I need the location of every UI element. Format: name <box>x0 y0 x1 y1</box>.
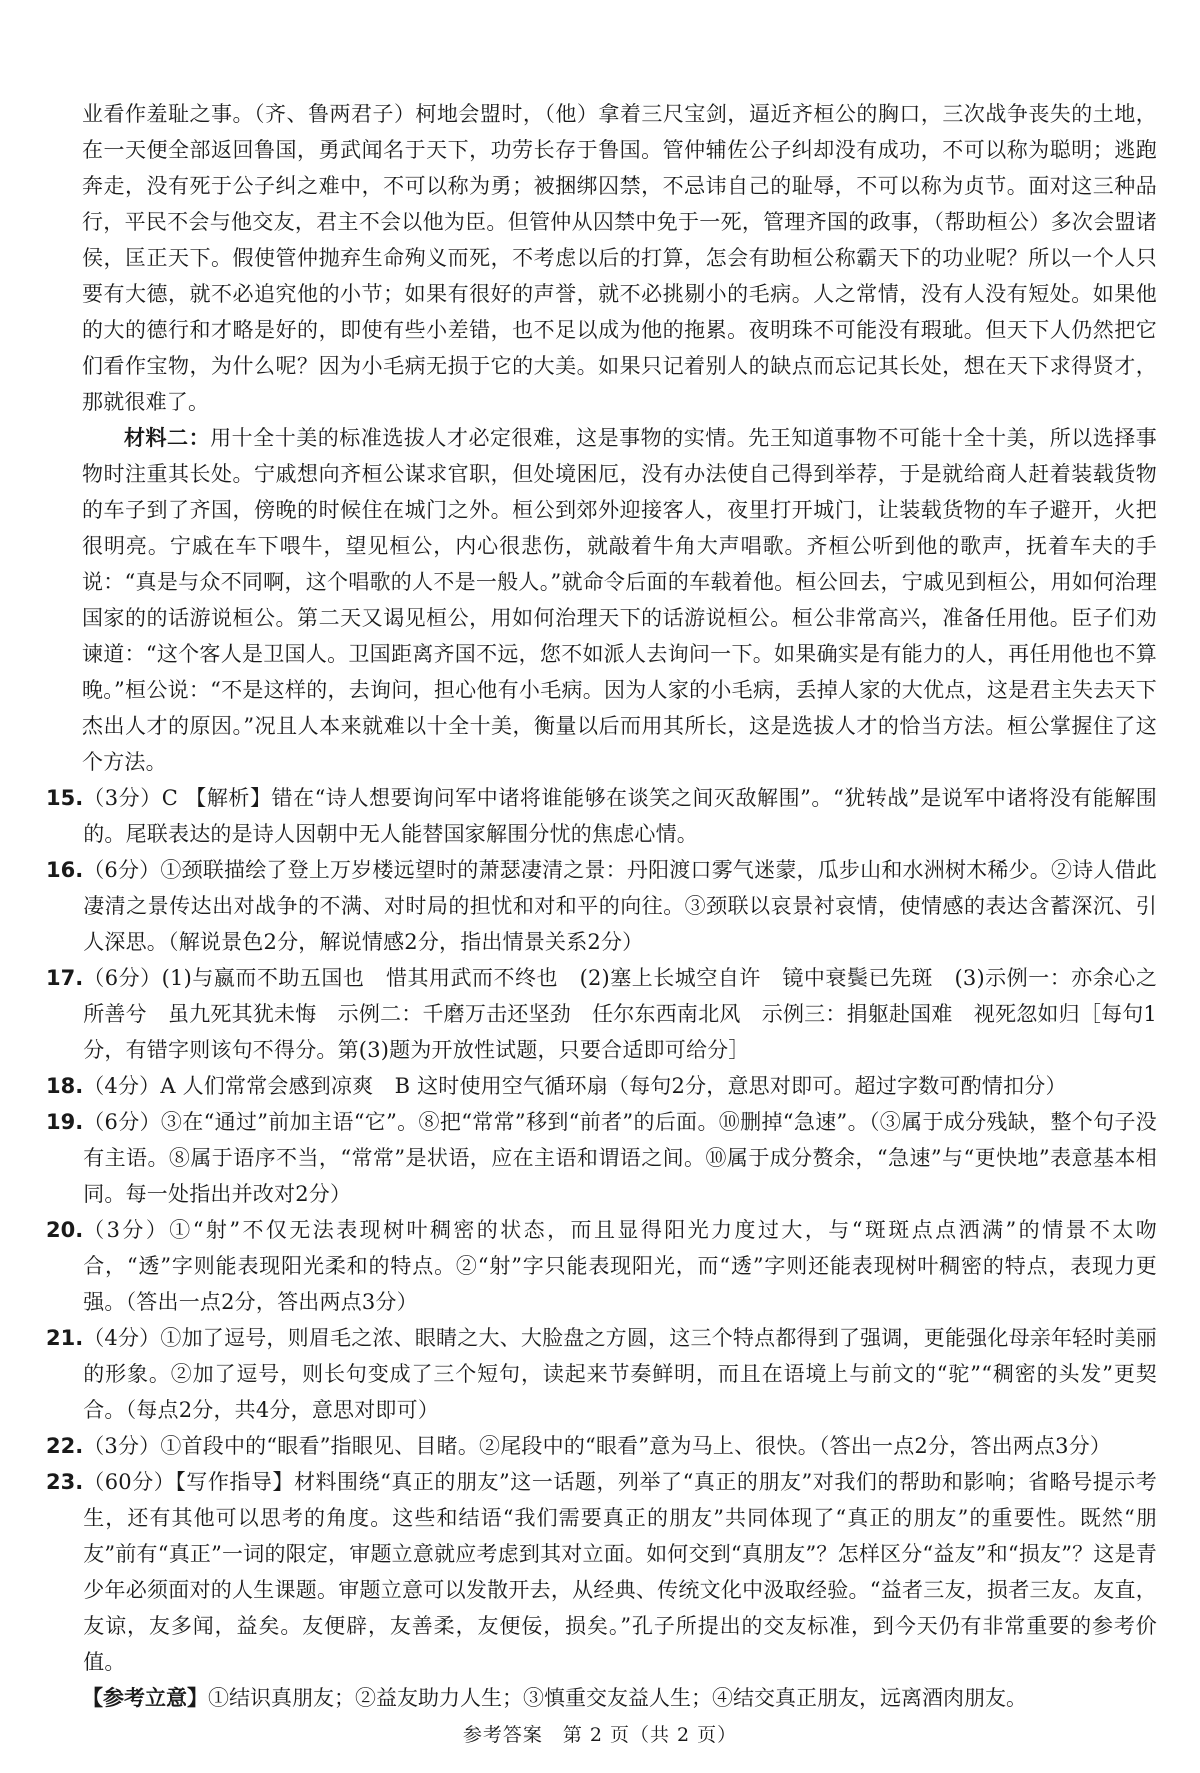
answer-item-22 <box>46 1428 1157 1464</box>
question-number: 22. <box>46 1434 84 1458</box>
reference-text: ①结识真朋友；②益友助力人生；③慎重交友益人生；④结交真正朋友，远离酒肉朋友。 <box>208 1686 1027 1710</box>
question-number: 16. <box>46 858 84 882</box>
answer-item-19 <box>46 1104 1157 1212</box>
question-number: 23. <box>46 1470 84 1494</box>
question-number: 21. <box>46 1326 84 1350</box>
answer-text: （6分）(1)与嬴而不助五国也 惜其用武而不终也 (2)塞上长城空自许 镜中衰鬓已先斑 (3)示例一：亦余心之所善兮 虽九死其犹未悔 示例二：千磨万击还坚劲 任尔东西南北风 示例三：捐躯赴国难 视死忽如归［每句1分，有错字则该句不得分。第(3)题为开放性试题，只要合适即可给分］ <box>83 966 1157 1062</box>
question-number: 18. <box>46 1074 84 1098</box>
answer-item-18 <box>46 1068 1157 1104</box>
answer-item-20 <box>46 1212 1157 1320</box>
answer-text: （3分）C 【解析】错在“诗人想要询问军中诸将谁能够在谈笑之间灭敌解围”。“犹转战”是说军中诸将没有能解围的。尾联表达的是诗人因朝中无人能替国家解围分忧的焦虑心情。 <box>83 786 1157 846</box>
material-one-continued: 业看作羞耻之事。（齐、鲁两君子）柯地会盟时，（他）拿着三尺宝剑，逼近齐桓公的胸口，三次战争丧失的土地，在一天便全部返回鲁国，勇武闻名于天下，功劳长存于鲁国。管仲辅佐公子纠却没有成功，不可以称为聪明；逃跑奔走，没有死于公子纠之难中，不可以称为勇；被捆绑囚禁，不忌讳自己的耻辱，不可以称为贞节。面对这三种品行，平民不会与他交友，君主不会以他为臣。但管仲从囚禁中免于一死，管理齐国的政事，（帮助桓公）多次会盟诸侯，匡正天下。假使管仲抛弃生命殉义而死，不考虑以后的打算，怎会有助桓公称霸天下的功业呢？所以一个人只要有大德，就不必追究他的小节；如果有很好的声誉，就不必挑剔小的毛病。人之常情，没有人没有短处。如果他的大的德行和才略是好的，即使有些小差错，也不足以成为他的拖累。夜明珠不可能没有瑕玼。但天下人仍然把它们看作宝物，为什么呢？因为小毛病无损于它的大美。如果只记着别人的缺点而忘记其长处，想在天下求得贤才，那就很难了。 <box>82 102 1157 414</box>
answer-text: （6分）③在“通过”前加主语“它”。⑧把“常常”移到“前者”的后面。⑩删掉“急速”。（③属于成分残缺，整个句子没有主语。⑧属于语序不当，“常常”是状语，应在主语和谓语之间。⑩属于成分赘余，“急速”与“更快地”表意基本相同。每一处指出并改对2分） <box>83 1110 1157 1206</box>
answer-list <box>46 780 1157 1680</box>
material-two-label: 材料二： <box>124 426 211 450</box>
answer-item-21 <box>46 1320 1157 1428</box>
reference-label: 【参考立意】 <box>82 1686 208 1710</box>
question-number: 20. <box>46 1218 84 1242</box>
answer-item-16 <box>46 852 1157 960</box>
answer-item-15 <box>46 780 1157 852</box>
answer-text: （60分）【写作指导】材料围绕“真正的朋友”这一话题，列举了“真正的朋友”对我们的帮助和影响；省略号提示考生，还有其他可以思考的角度。这些和结语“我们需要真正的朋友”共同体现了“真正的朋友”的重要性。既然“朋友”前有“真正”一词的限定，审题立意就应考虑到其对立面。如何交到“真朋友”？怎样区分“益友”和“损友”？这是青少年必须面对的人生课题。审题立意可以发散开去，从经典、传统文化中汲取经验。“益者三友，损者三友。友直，友谅，友多闻，益矣。友便辟，友善柔，友便佞，损矣。”孔子所提出的交友标准，到今天仍有非常重要的参考价值。 <box>83 1470 1157 1674</box>
page-footer: 参考答案 第 2 页（共 2 页） <box>462 1724 738 1746</box>
answer-text: （3分）①“射”不仅无法表现树叶稠密的状态，而且显得阳光力度过大，与“斑斑点点洒满”的情景不太吻合，“透”字则能表现阳光柔和的特点。②“射”字只能表现阳光，而“透”字则还能表现树叶稠密的特点，表现力更强。（答出一点2分，答出两点3分） <box>83 1218 1157 1314</box>
question-number: 19. <box>46 1110 84 1134</box>
answer-text: （3分）①首段中的“眼看”指眼见、目睹。②尾段中的“眼看”意为马上、很快。（答出一点2分，答出两点3分） <box>83 1434 1112 1458</box>
reference-ideas <box>82 1680 1157 1716</box>
answer-page <box>46 96 1158 1716</box>
answer-text: （4分）①加了逗号，则眉毛之浓、眼睛之大、大脸盘之方圆，这三个特点都得到了强调，更能强化母亲年轻时美丽的形象。②加了逗号，则长句变成了三个短句，读起来节奏鲜明，而且在语境上与前文的“驼”“稠密的头发”更契合。（每点2分，共4分，意思对即可） <box>83 1326 1157 1422</box>
question-number: 15. <box>46 786 84 810</box>
answer-item-23 <box>46 1464 1157 1680</box>
material-two-text: 用十全十美的标准选拔人才必定很难，这是事物的实情。先王知道事物不可能十全十美，所以选择事物时注重其长处。宁戚想向齐桓公谋求官职，但处境困厄，没有办法使自己得到举荐，于是就给商人赶着装载货物的车子到了齐国，傍晚的时候住在城门之外。桓公到郊外迎接客人，夜里打开城门，让装载货物的车子避开，火把很明亮。宁戚在车下喂牛，望见桓公，内心很悲伤，就敲着牛角大声唱歌。齐桓公听到他的歌声，抚着车夫的手说：“真是与众不同啊，这个唱歌的人不是一般人。”就命令后面的车载着他。桓公回去，宁戚见到桓公，用如何治理国家的的话游说桓公。第二天又谒见桓公，用如何治理天下的话游说桓公。桓公非常高兴，准备任用他。臣子们劝谏道：“这个客人是卫国人。卫国距离齐国不远，您不如派人去询问一下。如果确实是有能力的人，再任用他也不算晚。”桓公说：“不是这样的，去询问，担心他有小毛病。因为人家的小毛病，丢掉人家的大优点，这是君主失去天下杰出人才的原因。”况且人本来就难以十全十美，衡量以后而用其所长，这是选拔人才的恰当方法。桓公掌握住了这个方法。 <box>82 426 1158 774</box>
question-number: 17. <box>46 966 84 990</box>
answer-text: （4分）A 人们常常会感到凉爽 B 这时使用空气循环扇（每句2分，意思对即可。超过字数可酌情扣分） <box>83 1074 1067 1098</box>
material-two <box>82 420 1157 780</box>
answer-item-17 <box>46 960 1157 1068</box>
answer-text: （6分）①颈联描绘了登上万岁楼远望时的萧瑟凄清之景：丹阳渡口雾气迷蒙，瓜步山和水洲树木稀少。②诗人借此凄清之景传达出对战争的不满、对时局的担忧和对和平的向往。③颈联以哀景衬哀情，使情感的表达含蓄深沉、引人深思。（解说景色2分，解说情感2分，指出情景关系2分） <box>83 858 1157 954</box>
